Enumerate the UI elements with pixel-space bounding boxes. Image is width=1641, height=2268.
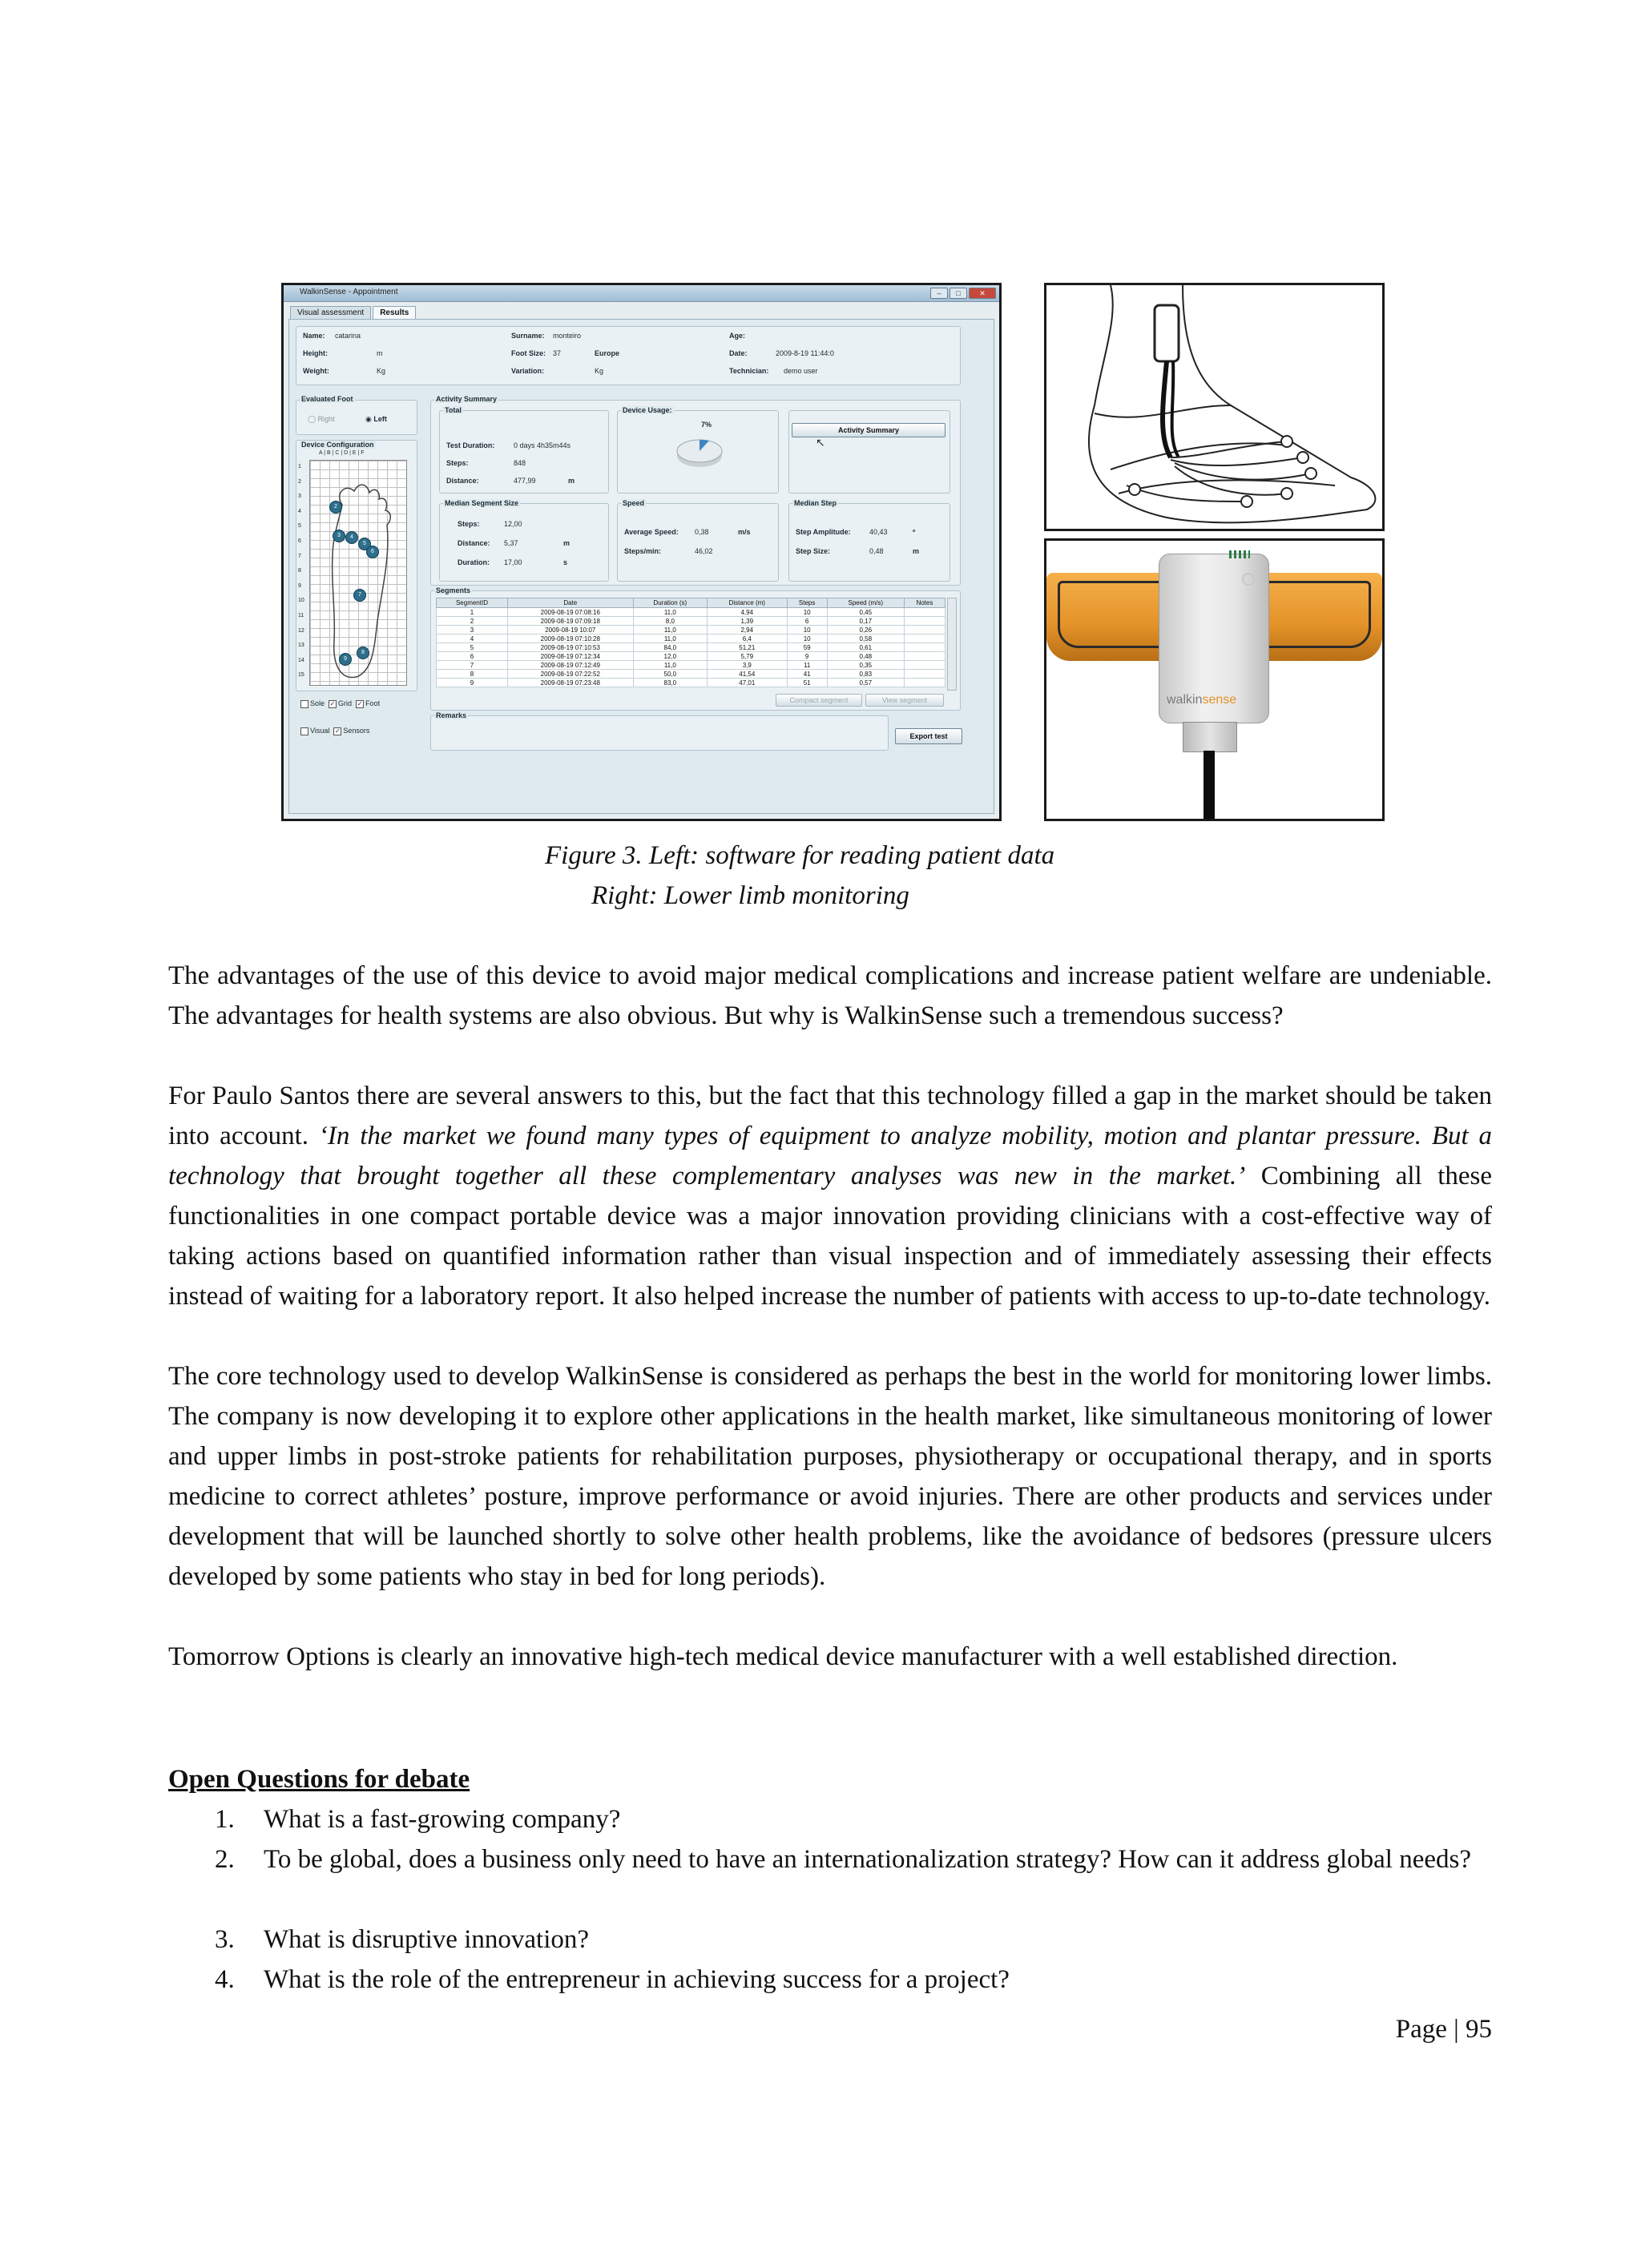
table-cell: 41 [787,670,827,679]
weight-label: Weight: [303,367,329,375]
grid-row-label: 4 [298,508,301,514]
device-usage-box [617,406,779,493]
median-step-title: Median Step [794,499,837,507]
question-3-number: 3. [215,1925,235,1954]
table-row [437,617,945,626]
table-cell: 2009-08-19 07:23:48 [507,679,633,687]
ms-steps-value: 12,00 [504,520,522,528]
grid-row-label: 5 [298,523,301,530]
paragraph-3: The core technology used to develop WalkinSense is considered as perhaps the best in the world for monitoring lower limbs. The company is now developing it to explore other applications in the health market, like simultaneous monitoring of lower and upper limbs in post-stroke patients for rehabilitation purposes, physiotherapy or occupational therapy, and in sports medicine to correct athletes’ posture, improve performance or avoid injuries. There are other products and services under development that will be launched shortly to solve other health problems, like the avoidance of bedsores (pressure ulcers developed by some patients who stay in bed for long periods). [168,1362,1492,1591]
table-cell: 2,94 [708,626,787,634]
step-size-value: 0,48 [869,547,884,555]
check-sole: Sole [310,699,325,707]
grid-row-label: 8 [298,568,301,574]
table-cell: 41,54 [708,670,787,679]
sensor-grid [309,460,407,686]
foot-size-label: Foot Size: [511,349,546,357]
compact-segment-button: Compact segment [776,694,862,707]
foot-size-value: 37 [553,349,562,357]
sensor-2: 2 [329,501,342,514]
table-cell: 11 [787,661,827,670]
checks-row-2: Visual ✓ Sensors [300,727,369,735]
steps-min-label: Steps/min: [624,547,662,555]
question-2-number: 2. [215,1845,235,1874]
segments-scrollbar [947,598,957,691]
table-cell: 10 [787,634,827,643]
paragraph-2 [168,1076,1492,1316]
grid-row-label: 6 [298,538,301,544]
button-box [788,410,950,493]
tab-bar [290,304,417,319]
paragraph-4: Tomorrow Options is clearly an innovative high-tech medical device manufacturer with a well established direction. [168,1642,1398,1671]
grid-row-label: 9 [298,582,301,589]
sensor-3: 3 [333,530,345,542]
sensor-8: 8 [357,647,369,659]
grid-row-label: 10 [298,598,304,604]
ms-duration-value: 17,00 [504,558,522,566]
table-cell [904,608,945,617]
ms-duration-label: Duration: [458,558,490,566]
radio-right: ◯ Right [308,415,335,423]
table-cell: 6 [437,652,508,661]
date-label: Date: [729,349,748,357]
check-visual: Visual [310,727,330,735]
avg-speed-unit: m/s [738,528,751,536]
ms-distance-label: Distance: [458,539,490,547]
paragraph-2-end: Combining all these functionalities in one compact portable device was a major innovation providing clinicians with a cost-effective way of taking actions based on quantified information rather than visual inspection and of immediately assessing their effects instead of waiting for a laboratory report. It also helped increase the number of patients with access to up-to-date technology. [168,1162,1492,1311]
device-config-box [296,440,417,691]
figure-caption-line1: Figure 3. Left: software for reading patient data [545,841,1055,870]
tab-visual-assessment: Visual assessment [290,306,371,319]
grid-row-labels [298,460,308,683]
window-title: WalkinSense - Appointment [300,288,398,296]
test-duration-label: Test Duration: [446,441,495,449]
software-screenshot [281,283,1002,821]
distance-label: Distance: [446,477,479,485]
table-cell: 5 [437,643,508,652]
ms-steps-label: Steps: [458,520,480,528]
evaluated-foot-box [296,395,417,435]
grid-row-label: 3 [298,493,301,500]
table-cell: 59 [787,643,827,652]
remarks-box [430,711,889,751]
step-amplitude-value: 40,43 [869,528,888,536]
table-cell: 0,61 [827,643,904,652]
table-cell [904,661,945,670]
ms-duration-unit: s [563,558,568,566]
table-cell: 0,26 [827,626,904,634]
paragraph-2-start: For Paulo Santos there are several answers to this, but the fact that this technology filled a gap in the market should be taken into account. [168,1082,1492,1150]
table-cell: 0,35 [827,661,904,670]
table-cell: 11,0 [633,626,707,634]
device-config-title: Device Configuration [301,441,374,449]
segments-col-header: Notes [904,598,945,608]
table-cell: 6,4 [708,634,787,643]
grid-row-label: 12 [298,627,304,634]
segments-box [430,586,961,711]
table-cell: 0,48 [827,652,904,661]
distance-value: 477,99 [514,477,536,485]
table-cell [904,626,945,634]
grid-row-label: 7 [298,553,301,559]
foot-size-region: Europe [595,349,620,357]
table-row [437,679,945,687]
table-row [437,626,945,634]
question-1-text: What is a fast-growing company? [264,1805,621,1834]
table-cell: 4,94 [708,608,787,617]
table-row [437,661,945,670]
segments-col-header: Date [507,598,633,608]
device-usage-title: Device Usage: [623,406,672,414]
table-cell: 9 [787,652,827,661]
checks-row-1: Sole ✓ Grid ✓ Foot [300,699,380,708]
weight-unit: Kg [377,367,386,375]
check-grid: Grid [338,699,353,707]
activity-summary-button: Activity Summary [792,423,945,437]
table-cell: 4 [437,634,508,643]
patient-info-box [296,326,961,385]
sensor-9: 9 [339,653,352,666]
step-size-unit: m [913,547,920,555]
table-cell: 2009-08-19 07:08:16 [507,608,633,617]
minimize-icon: – [930,288,948,299]
table-cell: 2009-08-19 07:10:53 [507,643,633,652]
device-cable [1204,751,1215,819]
question-2-text: To be global, does a business only need to have an internationalization strategy? How can it address global needs? [264,1845,1471,1874]
table-cell: 2009-08-19 07:22:52 [507,670,633,679]
table-cell: 1,39 [708,617,787,626]
question-4-number: 4. [215,1965,235,1994]
open-questions-heading: Open Questions for debate [168,1765,470,1794]
name-label: Name: [303,332,325,340]
table-cell: 84,0 [633,643,707,652]
table-cell: 50,0 [633,670,707,679]
segments-col-header: Speed (m/s) [827,598,904,608]
table-cell: 10 [787,626,827,634]
date-value: 2009-8-19 11:44:0 [776,349,834,357]
question-4-text: What is the role of the entrepreneur in achieving success for a project? [264,1965,1010,1994]
age-label: Age: [729,332,745,340]
speed-title: Speed [623,499,645,507]
technician-label: Technician: [729,367,769,375]
brand-part1: walkin [1167,693,1203,707]
brand-part2: sense [1202,693,1237,707]
step-amplitude-unit: º [913,528,916,536]
table-cell: 2 [437,617,508,626]
remarks-title: Remarks [436,711,467,719]
activity-summary-title: Activity Summary [436,395,498,403]
results-panel [288,319,994,814]
sensor-6: 6 [366,546,379,558]
height-unit: m [377,349,383,357]
sensor-4: 4 [345,531,358,544]
variation-label: Variation: [511,367,545,375]
export-test-button: Export test [895,728,962,744]
question-1-number: 1. [215,1805,235,1834]
table-cell: 9 [437,679,508,687]
radio-left: ◉ Left [365,415,387,423]
table-cell: 0,45 [827,608,904,617]
ms-distance-unit: m [563,539,571,547]
distance-unit: m [568,477,575,485]
maximize-icon: □ [950,288,967,299]
table-cell: 0,57 [827,679,904,687]
window-titlebar [284,285,999,302]
table-cell: 1 [437,608,508,617]
total-title: Total [445,406,462,414]
avg-speed-value: 0,38 [695,528,709,536]
table-cell: 5,79 [708,652,787,661]
surname-value: monteiro [553,332,582,340]
activity-summary-box [430,395,961,586]
steps-value: 848 [514,459,526,467]
device-usage-pie [674,432,725,470]
table-cell [904,652,945,661]
grid-row-label: 14 [298,657,304,663]
walkinsense-device-photo [1044,538,1385,821]
device-brand-logo [1167,693,1236,707]
sensor-7: 7 [353,589,366,602]
segments-col-header: Distance (m) [708,598,787,608]
table-cell: 0,58 [827,634,904,643]
segments-header-row [437,598,945,608]
table-cell: 2009-08-19 10:07 [507,626,633,634]
device-usage-value: 7% [701,421,712,429]
variation-unit: Kg [595,367,604,375]
table-row [437,652,945,661]
step-size-label: Step Size: [796,547,831,555]
figure-caption-line2: Right: Lower limb monitoring [591,881,909,910]
evaluated-foot-title: Evaluated Foot [301,395,353,403]
paragraph-1: The advantages of the use of this device to avoid major medical complications and increase patient welfare are undeniable. The advantages for health systems are also obvious. But why is WalkinSense such a tremendous success? [168,961,1492,1030]
table-row [437,608,945,617]
table-cell: 83,0 [633,679,707,687]
device-connector [1183,722,1237,752]
avg-speed-label: Average Speed: [624,528,679,536]
table-cell [904,643,945,652]
table-cell: 11,0 [633,608,707,617]
table-cell: 2009-08-19 07:10:28 [507,634,633,643]
paragraph-2-quote: ‘In the market we found many types of equipment to analyze mobility, motion and plantar pressure. But a technology that brought together all these complementary analyses was new in the market.’ [168,1122,1492,1190]
table-row [437,643,945,652]
device-button-icon [1242,573,1255,586]
check-foot: Foot [365,699,381,707]
page-number: Page | 95 [1395,2015,1492,2044]
grid-row-label: 1 [298,464,301,469]
foot-sensor-drawing [1044,283,1385,531]
table-cell: 2009-08-19 07:09:18 [507,617,633,626]
steps-label: Steps: [446,459,469,467]
check-sensors: Sensors [343,727,370,735]
table-cell: 51,21 [708,643,787,652]
segments-table [436,598,945,687]
table-cell: 7 [437,661,508,670]
sensor-5: 5 [358,538,371,550]
radio-left-label: Left [373,415,387,423]
name-value: catarina [335,332,361,340]
total-box [439,406,609,493]
close-icon: ✕ [969,288,996,299]
surname-label: Surname: [511,332,545,340]
view-segment-button: View segment [865,694,944,707]
table-cell: 8 [437,670,508,679]
grid-row-label: 13 [298,643,304,649]
table-cell: 47,01 [708,679,787,687]
table-cell [904,679,945,687]
table-cell [904,634,945,643]
median-segment-box [439,499,609,582]
table-cell: 2009-08-19 07:12:49 [507,661,633,670]
table-row [437,634,945,643]
table-cell: 51 [787,679,827,687]
grid-row-label: 11 [298,612,304,618]
test-duration-value: 0 days 4h35m44s [514,441,571,449]
question-3-text: What is disruptive innovation? [264,1925,590,1954]
table-row [437,670,945,679]
grid-row-label: 2 [298,478,301,485]
segments-col-header: Duration (s) [633,598,707,608]
grid-column-labels: A | B | C | D | E | F [319,450,365,456]
radio-right-label: Right [317,415,335,423]
median-segment-title: Median Segment Size [445,499,519,507]
ms-distance-value: 5,37 [504,539,518,547]
median-step-box [788,499,950,582]
grid-row-label: 15 [298,672,304,679]
step-amplitude-label: Step Amplitude: [796,528,851,536]
table-cell: 11,0 [633,661,707,670]
mouse-cursor-icon: ↖ [816,436,825,449]
foot-drawing-svg [1046,285,1382,529]
table-cell: 12,0 [633,652,707,661]
technician-value: demo user [784,367,818,375]
table-cell: 6 [787,617,827,626]
sensor-module-shape [1155,305,1179,361]
steps-min-value: 46,02 [695,547,713,555]
table-cell: 3,9 [708,661,787,670]
speed-box [617,499,779,582]
table-cell [904,670,945,679]
table-cell [904,617,945,626]
table-cell: 0,17 [827,617,904,626]
tab-results: Results [373,306,416,319]
table-cell: 2009-08-19 07:12:34 [507,652,633,661]
segments-col-header: Steps [787,598,827,608]
table-cell: 8,0 [633,617,707,626]
segments-title: Segments [436,586,471,594]
table-cell: 0,83 [827,670,904,679]
table-cell: 10 [787,608,827,617]
segments-col-header: SegmentID [437,598,508,608]
table-cell: 3 [437,626,508,634]
table-cell: 11,0 [633,634,707,643]
height-label: Height: [303,349,328,357]
device-leds-icon [1229,550,1250,558]
